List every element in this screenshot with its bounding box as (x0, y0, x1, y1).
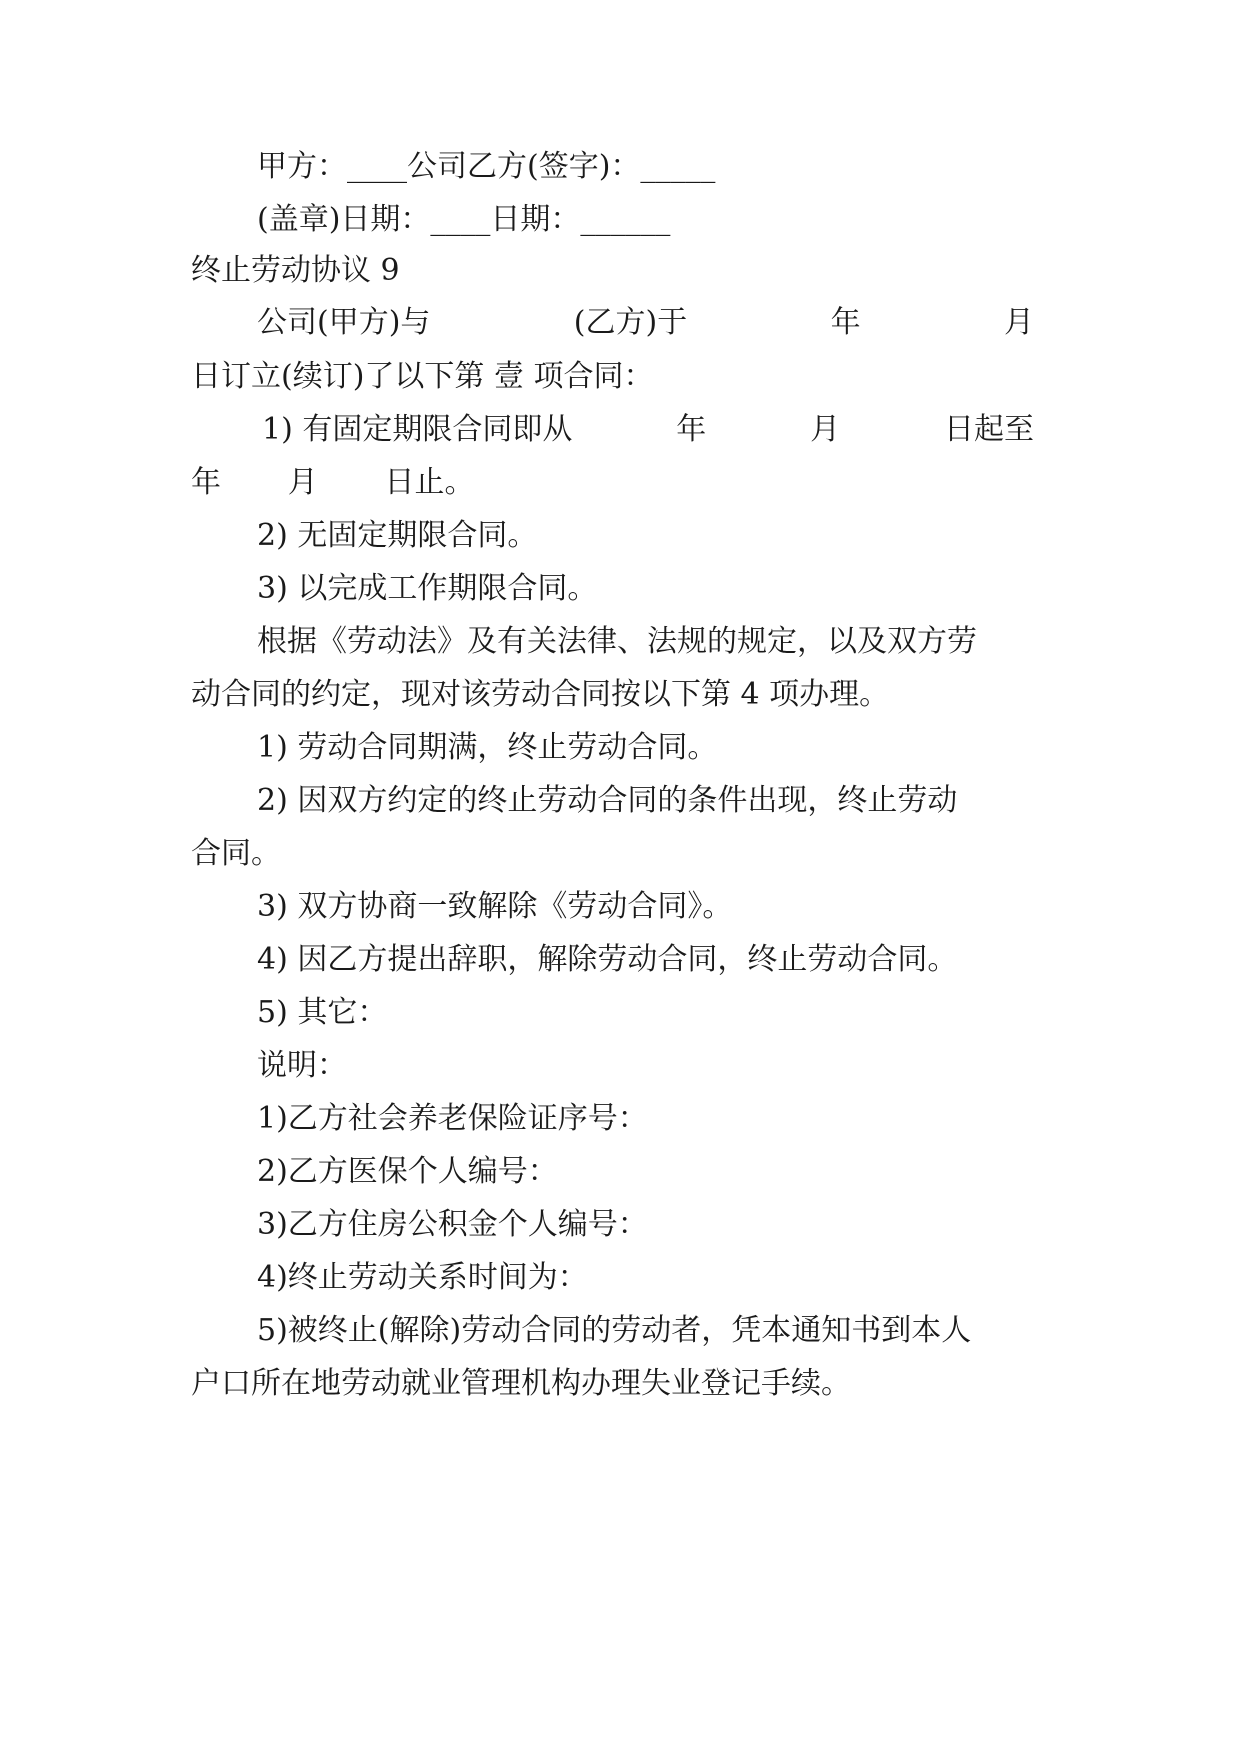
contract-type-1-line2: 年 月 日止。 (191, 465, 475, 500)
notes-heading: 说明： (257, 1048, 347, 1083)
note-item-5-line1: 5)被终止(解除)劳动合同的劳动者，凭本通知书到本人 (257, 1313, 972, 1348)
contract-type-3: 3) 以完成工作期限合同。 (257, 571, 598, 606)
note-item-1: 1)乙方社会养老保险证序号： (257, 1101, 648, 1136)
legal-basis-line2: 动合同的约定，现对该劳动合同按以下第 4 项办理。 (191, 677, 890, 712)
text-segment: (乙方)于 (573, 305, 688, 340)
note-item-2: 2)乙方医保个人编号： (257, 1154, 558, 1189)
note-item-4: 4)终止劳动关系时间为： (257, 1260, 588, 1295)
termination-option-2-line1: 2) 因双方约定的终止劳动合同的条件出现，终止劳动 (257, 783, 958, 818)
text-segment: 年 (830, 305, 861, 340)
legal-basis-line1: 根据《劳动法》及有关法律、法规的规定，以及双方劳 (257, 624, 977, 659)
text-segment: 月 (1003, 305, 1034, 340)
document-title: 终止劳动协议 9 (191, 253, 400, 288)
text-segment: 公司(甲方)与 (257, 305, 431, 340)
signature-line-dates: (盖章)日期：____日期：______ (257, 202, 671, 237)
termination-option-3: 3) 双方协商一致解除《劳动合同》。 (257, 889, 733, 924)
text-segment: 1) 有固定期限合同即从 (262, 412, 573, 447)
text-segment: 年 (676, 412, 707, 447)
text-segment: 月 (810, 412, 841, 447)
contract-type-2: 2) 无固定期限合同。 (257, 518, 538, 553)
termination-option-1: 1) 劳动合同期满，终止劳动合同。 (257, 730, 718, 765)
termination-option-4: 4) 因乙方提出辞职，解除劳动合同，终止劳动合同。 (257, 942, 958, 977)
note-item-3: 3)乙方住房公积金个人编号： (257, 1207, 648, 1242)
termination-option-5: 5) 其它： (257, 995, 388, 1030)
contract-type-1-line1 (262, 410, 1034, 450)
text-segment: 日起至 (944, 412, 1034, 447)
signature-line-party-a-b: 甲方：____公司乙方(签字)：_____ (257, 149, 716, 184)
paragraph-contract-parties-line1 (257, 303, 1034, 343)
paragraph-contract-parties-line2: 日订立(续订)了以下第 壹 项合同： (191, 359, 654, 394)
termination-option-2-line2: 合同。 (191, 836, 281, 871)
note-item-5-line2: 户口所在地劳动就业管理机构办理失业登记手续。 (191, 1366, 851, 1401)
